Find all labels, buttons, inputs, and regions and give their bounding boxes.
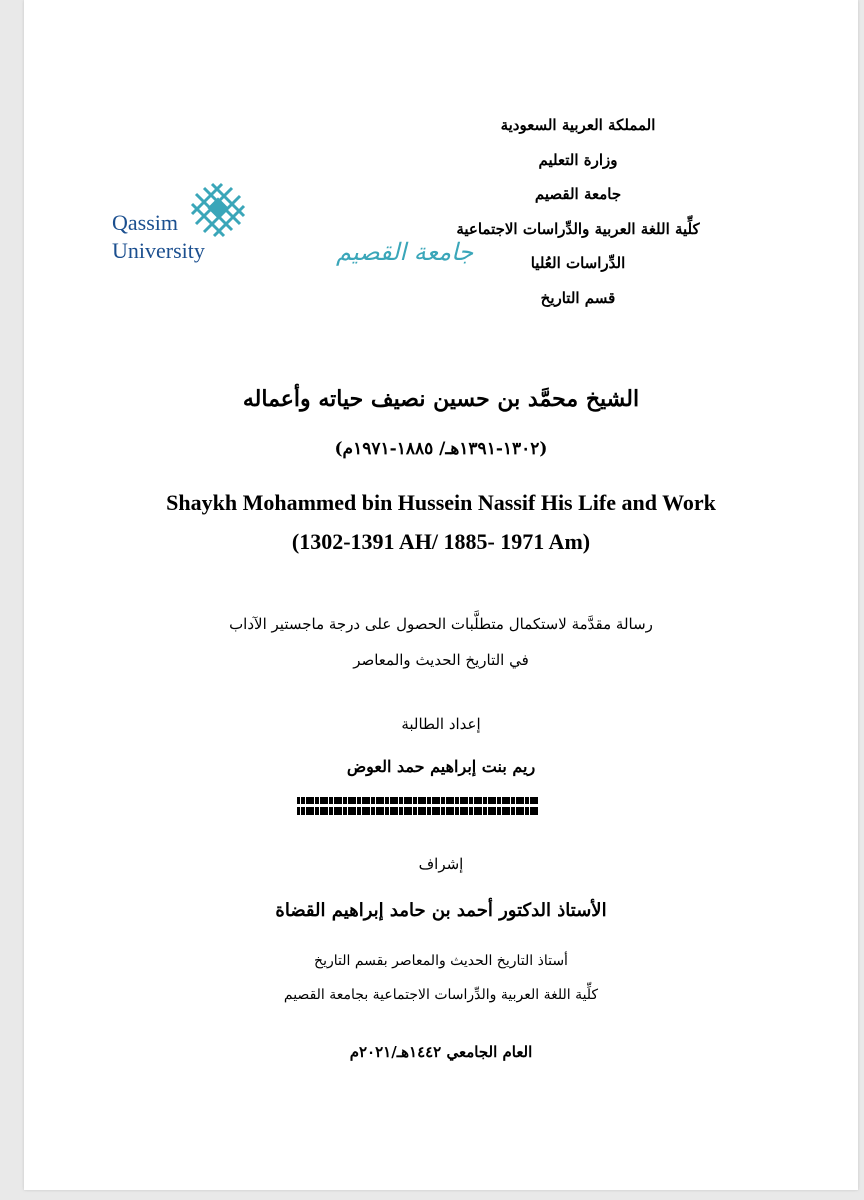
header-line-ministry: وزارة التعليم bbox=[538, 150, 618, 169]
thesis-dates-english: (1302-1391 AH/ 1885- 1971 Am) bbox=[291, 529, 591, 554]
header-line-kingdom: المملكة العربية السعودية bbox=[500, 116, 656, 134]
student-name: ريم بنت إبراهيم حمد العوض bbox=[346, 757, 536, 776]
qassim-university-logo bbox=[110, 180, 474, 272]
academic-year: العام الجامعي ١٤٤٢هـ/٢٠٢١م bbox=[349, 1043, 533, 1061]
thesis-statement-line-1: رسالة مقدَّمة لاستكمال متطلَّبات الحصول على درجة ماجستير الآداب bbox=[229, 615, 653, 633]
logo-text-arabic: جامعة القصيم bbox=[336, 238, 474, 266]
document-page bbox=[24, 0, 858, 1190]
supervisor-title-line-2: كلِّية اللغة العربية والدِّراسات الاجتماعية بجامعة القصيم bbox=[283, 987, 599, 1003]
prepared-by-label: إعداد الطالبة bbox=[401, 715, 481, 733]
institution-header bbox=[428, 108, 728, 315]
university-logo-graphic bbox=[110, 180, 474, 272]
header-line-university: جامعة القصيم bbox=[534, 185, 622, 203]
logo-text-qassim: Qassim bbox=[112, 210, 178, 235]
thesis-title-arabic: الشيخ محمَّد بن حسين نصيف حياته وأعماله bbox=[242, 386, 640, 412]
thesis-statement-line-2: في التاريخ الحديث والمعاصر bbox=[353, 651, 529, 669]
supervisor-title bbox=[24, 944, 858, 1012]
header-line-department: قسم التاريخ bbox=[540, 288, 616, 307]
supervisor-name: الأستاذ الدكتور أحمد بن حامد إبراهيم القضاة bbox=[275, 900, 607, 921]
redacted-student-id bbox=[297, 797, 539, 815]
supervisor-title-line-1: أستاذ التاريخ الحديث والمعاصر بقسم التاريخ bbox=[314, 953, 568, 969]
supervision-label: إشراف bbox=[418, 855, 464, 873]
thesis-title-english: Shaykh Mohammed bin Hussein Nassif His Life and Work bbox=[166, 490, 716, 515]
logo-text-university: University bbox=[112, 238, 205, 263]
header-line-college: كلِّية اللغة العربية والدِّراسات الاجتماعية bbox=[456, 219, 700, 238]
thesis-statement bbox=[24, 606, 858, 678]
header-line-graduate-studies: الدِّراسات العُليا bbox=[530, 254, 626, 272]
thesis-dates-arabic: (١٣٠٢-١٣٩١هـ/ ١٨٨٥-١٩٧١م) bbox=[334, 439, 548, 459]
logo-mark-icon bbox=[192, 184, 244, 236]
